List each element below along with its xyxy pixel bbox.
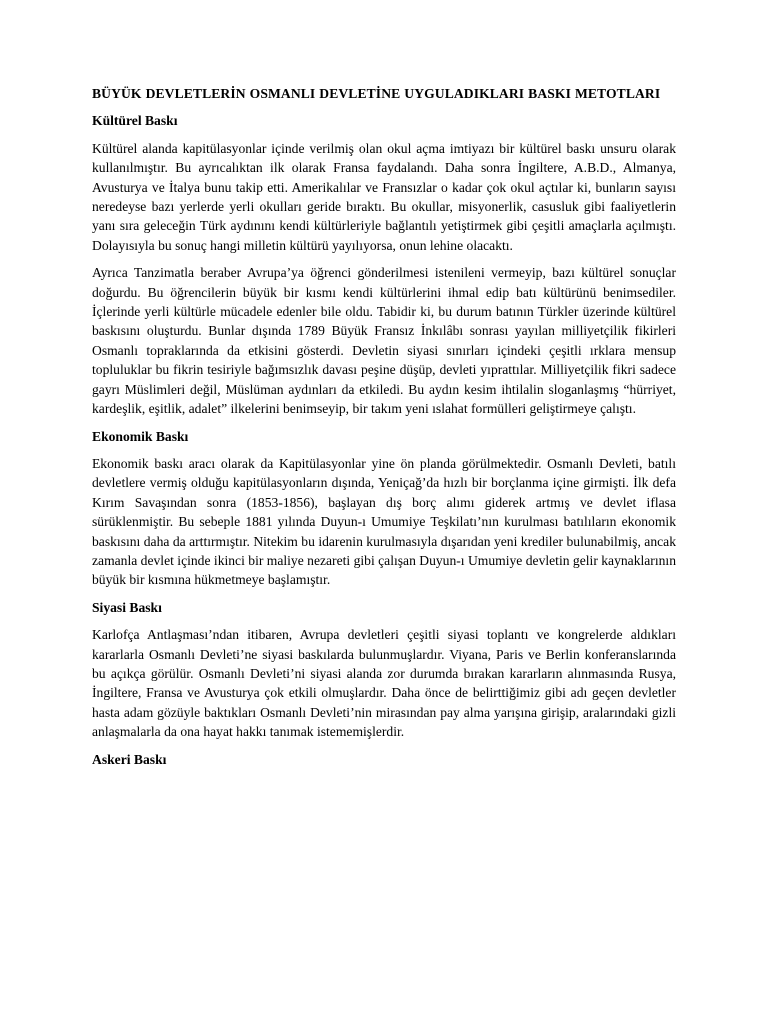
section-heading-kulturel: Kültürel Baskı <box>92 113 178 129</box>
section-heading-ekonomik: Ekonomik Baskı <box>92 428 189 444</box>
paragraph-kulturel-2: Ayrıca Tanzimatla beraber Avrupa’ya öğrenci gönderilmesi istenileni vermeyip, bazı kültürel sonuçlar doğurdu. Bu öğrencilerin büyük bir kısmı kendi kültürlerini ihmal edip batı kültürünü benimsediler. İçlerinde yerli kültürle mücadele edenler bile oldu. Tabidir ki, bu durum batının Türkler üzerinde kültürel baskısını oluşturdu. Bunlar dışında 1789 Büyük Fransız İnkılâbı sonrası yayılan milliyetçilik fikirleri Osmanlı topraklarında da etkisini gösterdi. Devletin siyasi sınırları içindeki çeşitli ırklara mensup topluluklar bu fikrin tesiriyle bağımsızlık davası peşine düşüp, devleti yıprattılar. Milliyetçilik fikri sadece gayrı Müslimleri değil, Müslüman aydınları da etkiledi. Bu aydın kesim ihtilalin sloganlaşmış “hürriyet, kardeşlik, eşitlik, adalet” ilkelerini benimseyip, bir takım yeni ıslahat formülleri geliştirmeye çalıştı. <box>92 265 676 417</box>
document-page <box>92 84 676 777</box>
section-heading-siyasi: Siyasi Baskı <box>92 599 162 615</box>
section-heading-askeri: Askeri Baskı <box>92 751 167 767</box>
paragraph-ekonomik-1: Ekonomik baskı aracı olarak da Kapitülasyonlar yine ön planda görülmektedir. Osmanlı Devleti, batılı devletlere vermiş olduğu kapitülasyonların dışında, Yeniçağ’da hızlı bir borçlanma içine girmişti. İlk defa Kırım Savaşından sonra (1853-1856), başlayan dış borç alımı giderek artmış ve devlet iflasa sürüklenmiştir. Bu sebeple 1881 yılında Duyun-ı Umumiye Teşkilatı’nın kurulması batılıların ekonomik baskısını daha da arttırmıştır. Nitekim bu idarenin kurulmasıyla dışarıdan yeni krediler bulunabilmiş, ancak zamanla devlet içinde ikinci bir maliye nezareti gibi çalışan Duyun-ı Umumiye devletin gelir kaynaklarının büyük bir kısmına hükmetmeye başlamıştır. <box>92 455 676 588</box>
document-title: BÜYÜK DEVLETLERİN OSMANLI DEVLETİNE UYGULADIKLARI BASKI METOTLARI <box>92 86 661 101</box>
paragraph-kulturel-1: Kültürel alanda kapitülasyonlar içinde verilmiş olan okul açma imtiyazı bir kültürel baskı unsuru olarak kullanılmıştır. Bu ayrıcalıktan ilk olarak Fransa faydalandı. Daha sonra İngiltere, A.B.D., Almanya, Avusturya ve İtalya bunu takip etti. Amerikalılar ve Fransızlar o kadar çok okul açtılar ki, bunların sayısı neredeyse bazı yerlerde yerli okulları geride bıraktı. Bu okullar, misyonerlik, casusluk gibi faaliyetlerin yanı sıra geleceğin Türk aydınını kendi kültürleriyle bağlantılı yetiştirmek gibi çeşitli amaçlarla açılmıştı. Dolayısıyla bu sonuç hangi milletin kültürü yayılıyorsa, onun lehine olacaktı. <box>92 140 676 253</box>
paragraph-siyasi-1: Karlofça Antlaşması’ndan itibaren, Avrupa devletleri çeşitli siyasi toplantı ve kongrelerde aldıkları kararlarla Osmanlı Devleti’ne siyasi baskılarda bulunmuşlardır. Viyana, Paris ve Berlin konferanslarında bu açıkça görülür. Osmanlı Devleti’ni siyasi alanda zor durumda bırakan kararların alınmasında Rusya, İngiltere, Fransa ve Avusturya çok etkili olmuşlardır. Daha önce de belirttiğimiz gibi adı geçen devletler hasta adam gözüyle baktıkları Osmanlı Devleti’nin mirasından pay alma yarışına girişip, aralarındaki gizli anlaşmalarla da ona hayat hakkı tanımak istememişlerdir. <box>92 627 676 740</box>
